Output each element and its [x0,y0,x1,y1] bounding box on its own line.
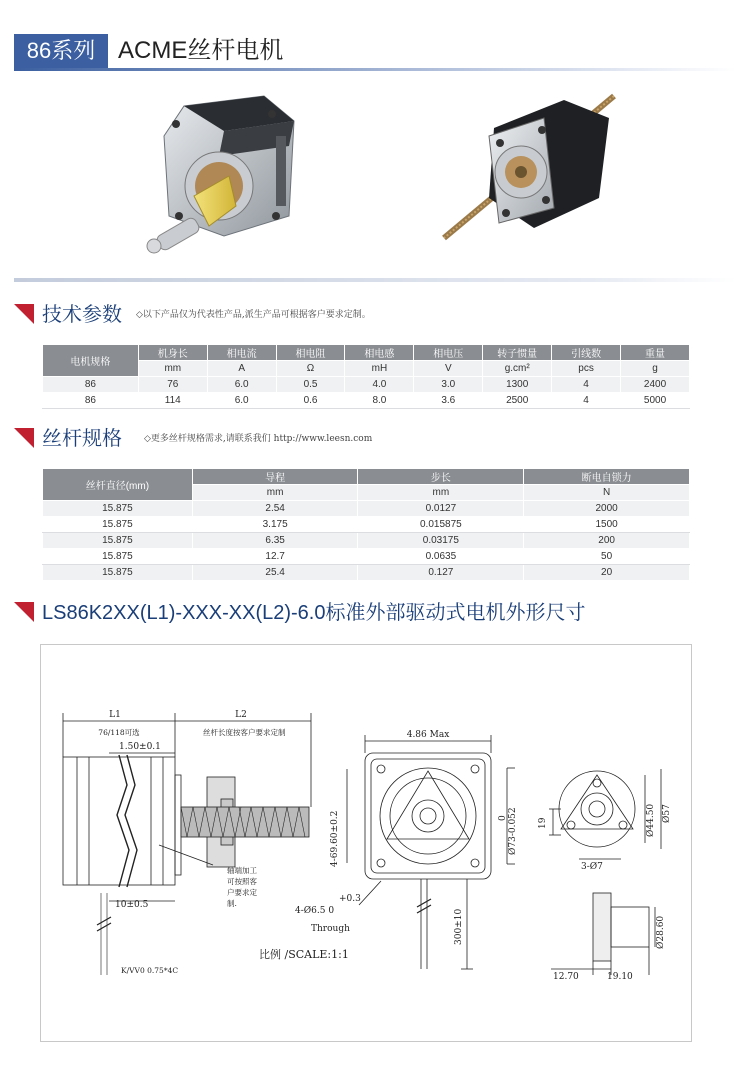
tech-params-note: ◇以下产品仅为代表性产品,派生产品可根据客户要求定制。 [136,310,371,320]
label-dim-19: 19 [538,817,548,829]
table-cell: 0.015875 [358,517,524,533]
label-dim-4450: Ø44.50 [646,803,656,837]
table-cell: 4 [552,393,621,409]
label-dim-6960: 4-69.60±0.2 [330,810,340,867]
col-header: 转子惯量 [483,345,552,361]
drawing-title: LS86K2XX(L1)-XXX-XX(L2)-6.0标准外部驱动式电机外形尺寸 [42,602,586,624]
table-cell: 200 [524,533,690,549]
label-dim-73-top: 0 [498,815,508,821]
table-cell: 1300 [483,377,552,393]
section-marker-icon [14,304,34,324]
col-unit: mH [345,361,414,377]
table-cell: 0.0127 [358,501,524,517]
label-l1-options: 76/118可选 [98,728,140,737]
col-header: 导程 [192,469,358,485]
table-cell: 6.35 [192,533,358,549]
motor-photo-left [124,76,324,276]
label-dim-3-7: 3-Ø7 [581,862,603,872]
col-header: 相电阻 [276,345,345,361]
col-unit: g [621,361,690,377]
label-dim-73: Ø73-0.052 [508,807,518,855]
col-header: 重量 [621,345,690,361]
label-shaft-note-3: 户要求定 [227,888,257,897]
table-cell: 6.0 [207,393,276,409]
side-view [63,713,311,975]
col-header: 相电压 [414,345,483,361]
table-cell: 0.0635 [358,549,524,565]
front-view [347,735,515,969]
label-hole: 4-Ø6.5 0 [295,906,335,916]
col-header: 引线数 [552,345,621,361]
table-cell: 20 [524,565,690,581]
table-cell: 3.6 [414,393,483,409]
table-cell: 2.54 [192,501,358,517]
label-shaft-note-1: 轴端加工 [227,866,257,875]
col-unit: N [524,485,690,501]
col-unit: pcs [552,361,621,377]
label-dim-150: 1.50±0.1 [119,742,161,752]
page-header [14,34,736,70]
screw-spec-title: 丝杆规格 [42,428,122,450]
col-header: 机身长 [138,345,207,361]
col-header: 断电自锁力 [524,469,690,485]
motor-photo-right [414,88,644,258]
table-cell: 12.7 [192,549,358,565]
table-cell: 86 [43,393,139,409]
technical-drawing [41,645,693,1043]
label-l2: L2 [235,710,247,720]
table-cell: 114 [138,393,207,409]
label-l1: L1 [109,710,121,720]
header-divider [14,68,736,71]
tech-params-table [42,344,690,409]
col-header: 相电流 [207,345,276,361]
table-cell: 15.875 [43,565,193,581]
table-row [43,549,690,565]
label-shaft-note-4: 制. [227,899,237,908]
photo-divider [14,278,736,282]
table-row [43,501,690,517]
col-screw-diameter: 丝杆直径(mm) [43,469,193,501]
label-dim-10: 10±0.5 [115,900,149,910]
table-cell: 15.875 [43,517,193,533]
label-shaft-note-2: 可按照客 [227,877,257,886]
table-row [43,393,690,409]
col-motor-spec: 电机规格 [43,345,139,377]
label-dim-57: Ø57 [662,804,672,823]
table-cell: 2400 [621,377,690,393]
table-cell: 86 [43,377,139,393]
table-row [43,517,690,533]
table-cell: 76 [138,377,207,393]
table-cell: 25.4 [192,565,358,581]
table-cell: 0.03175 [358,533,524,549]
col-unit: V [414,361,483,377]
flange-view [549,769,661,975]
label-scale: 比例 /SCALE:1:1 [259,948,349,961]
table-cell: 0.6 [276,393,345,409]
screw-spec-note: ◇更多丝杆规格需求,请联系我们 http://www.leesn.com [144,434,373,444]
label-dim-1270: 12.70 [553,972,579,982]
table-cell: 2000 [524,501,690,517]
table-cell: 3.175 [192,517,358,533]
col-unit: A [207,361,276,377]
col-unit: mm [138,361,207,377]
table-cell: 2500 [483,393,552,409]
table-cell: 8.0 [345,393,414,409]
table-cell: 4 [552,377,621,393]
section-marker-icon [14,428,34,448]
col-header: 步长 [358,469,524,485]
table-cell: 1500 [524,517,690,533]
section-marker-icon [14,602,34,622]
product-photos [14,74,736,280]
col-unit: mm [358,485,524,501]
col-unit: g.cm² [483,361,552,377]
table-row [43,565,690,581]
table-cell: 50 [524,549,690,565]
table-cell: 15.875 [43,533,193,549]
tech-params-heading [14,300,614,330]
label-dim-300: 300±10 [454,908,464,945]
label-dim-2860: Ø28.60 [656,915,666,949]
col-header: 相电感 [345,345,414,361]
screw-spec-heading [14,424,614,454]
page-title: ACME丝杆电机 [118,37,284,64]
table-cell: 4.0 [345,377,414,393]
col-unit: Ω [276,361,345,377]
series-badge: 86系列 [14,34,108,68]
table-cell: 0.5 [276,377,345,393]
table-cell: 15.875 [43,501,193,517]
label-hole-tolerance: +0.3 [339,894,361,904]
label-through: Through [311,924,350,934]
table-row [43,533,690,549]
tech-params-title: 技术参数 [42,304,122,326]
label-dim-1910: 19.10 [607,972,633,982]
label-lead-wire: K/VV0 0.75*4C [121,966,179,975]
table-row [43,377,690,393]
table-cell: 6.0 [207,377,276,393]
table-cell: 15.875 [43,549,193,565]
col-unit: mm [192,485,358,501]
dimension-drawing [40,644,692,1042]
table-cell: 3.0 [414,377,483,393]
label-dim-486: 4.86 Max [406,730,450,740]
drawing-heading [14,598,714,628]
table-cell: 5000 [621,393,690,409]
screw-spec-table [42,468,690,581]
label-l2-note: 丝杆长度按客户要求定制 [203,728,286,737]
table-cell: 0.127 [358,565,524,581]
